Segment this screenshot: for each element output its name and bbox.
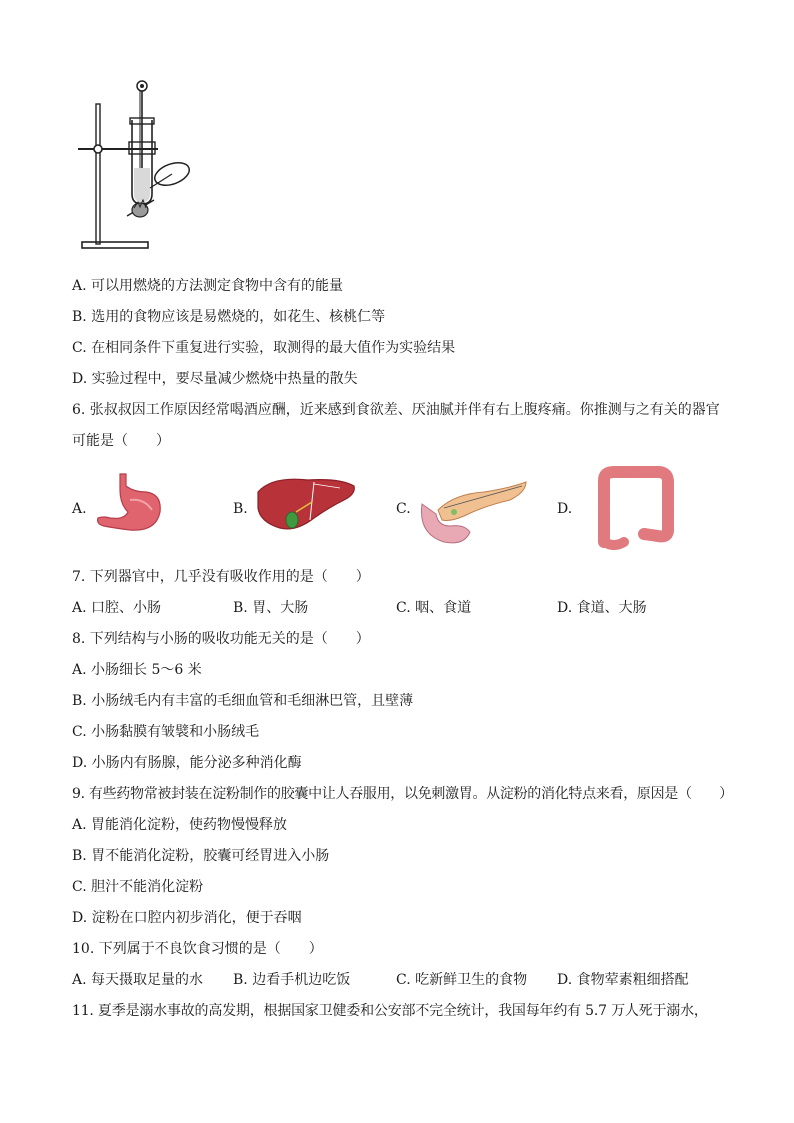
liver-image	[252, 472, 358, 536]
q7-option-b: B. 胃、大肠	[233, 600, 309, 616]
q11-stem: 11. 夏季是溺水事故的高发期，根据国家卫健委和公安部不完全统计，我国每年约有 5.7 万人死于溺水，	[72, 1003, 708, 1019]
q10-option-a: A. 每天摄取足量的水	[72, 972, 204, 988]
q9-option-b: B. 胃不能消化淀粉，胶囊可经胃进入小肠	[72, 848, 330, 864]
q8-option-c: C. 小肠黏膜有皱襞和小肠绒毛	[72, 724, 260, 740]
q7-option-d: D. 食道、大肠	[557, 600, 647, 616]
q6-label-b: B.	[233, 501, 248, 517]
q6-stem-line1: 6. 张叔叔因工作原因经常喝酒应酬，近来感到食欲差、厌油腻并伴有右上腹疼痛。你推测与之有关的器官	[72, 402, 720, 418]
q5-option-b: B. 选用的食物应该是易燃烧的，如花生、核桃仁等	[72, 309, 386, 325]
q8-option-b: B. 小肠绒毛内有丰富的毛细血管和毛细淋巴管，且壁薄	[72, 693, 414, 709]
combustion-apparatus-figure	[72, 76, 202, 256]
q10-option-b: B. 边看手机边吃饭	[233, 972, 351, 988]
q8-option-d: D. 小肠内有肠腺，能分泌多种消化酶	[72, 755, 302, 771]
q7-option-c: C. 咽、食道	[396, 600, 472, 616]
q8-option-a: A. 小肠细长 5～6 米	[72, 662, 202, 678]
q10-option-c: C. 吃新鲜卫生的食物	[396, 972, 528, 988]
stomach-image	[90, 470, 170, 536]
q9-option-d: D. 淀粉在口腔内初步消化，便于吞咽	[72, 910, 302, 926]
q9-stem: 9. 有些药物常被封装在淀粉制作的胶囊中让人吞服用，以免刺激胃。从淀粉的消化特点来看，原因是（ ）	[72, 786, 733, 802]
q6-label-a: A.	[72, 501, 87, 517]
q7-stem: 7. 下列器官中，几乎没有吸收作用的是（ ）	[72, 569, 370, 585]
q10-option-d: D. 食物荤素粗细搭配	[557, 972, 689, 988]
q5-option-d: D. 实验过程中，要尽量减少燃烧中热量的散失	[72, 371, 358, 387]
pancreas-image	[414, 474, 530, 546]
q5-option-a: A. 可以用燃烧的方法测定食物中含有的能量	[72, 278, 344, 294]
q9-option-c: C. 胆汁不能消化淀粉	[72, 879, 204, 895]
q7-option-a: A. 口腔、小肠	[72, 600, 162, 616]
q9-option-a: A. 胃能消化淀粉，使药物慢慢释放	[72, 817, 288, 833]
q6-stem-line2: 可能是（ ）	[72, 433, 170, 449]
q6-label-d: D.	[557, 501, 573, 517]
large-intestine-image	[584, 464, 684, 550]
q6-label-c: C.	[396, 501, 411, 517]
q10-stem: 10. 下列属于不良饮食习惯的是（ ）	[72, 941, 323, 957]
q8-stem: 8. 下列结构与小肠的吸收功能无关的是（ ）	[72, 631, 370, 647]
q5-option-c: C. 在相同条件下重复进行实验，取测得的最大值作为实验结果	[72, 340, 456, 356]
